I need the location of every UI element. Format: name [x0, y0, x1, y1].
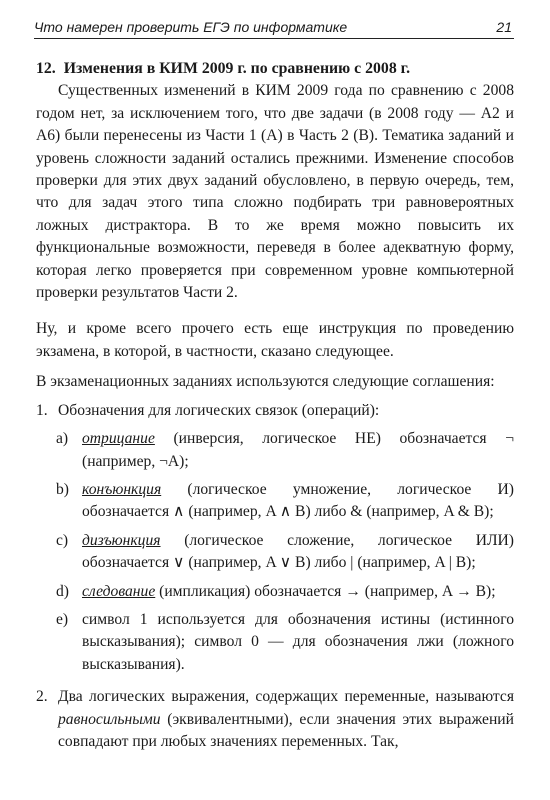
term-equivalent: равносильными [58, 710, 161, 728]
term-negation: отрицание [82, 430, 155, 448]
paragraph-instruction: Ну, и кроме всего прочего есть еще инструкция по проведению экзамена, в которой, в частности, сказано следующее. [36, 320, 514, 360]
page-content [36, 58, 514, 753]
sub-item-marker: a) [56, 430, 69, 448]
term-conjunction: конъюнкция [82, 480, 162, 498]
sub-item-marker: d) [56, 582, 69, 600]
list-item-1 [36, 400, 514, 422]
list-marker: 2. [36, 688, 48, 706]
sub-item-text: символ 1 используется для обозначения истины (истинного высказывания); символ 0 — для обозначения лжи (ложного высказывания). [82, 610, 514, 673]
paragraph-conventions: В экзаменационных заданиях используются следующие соглашения: [36, 373, 495, 391]
sub-item-text: (логическое сложение, логическое ИЛИ) обозначается ∨ (например, A ∨ B) либо | (например, A | B); [82, 531, 514, 572]
sub-item-marker: c) [56, 531, 69, 549]
list-item-text: Обозначения для логических связок (операций): [58, 401, 380, 419]
sub-item-text: (логическое умножение, логическое И) обозначается ∧ (например, A ∧ B) либо & (например, A & B); [82, 480, 514, 521]
section-title: Изменения в КИМ 2009 г. по сравнению с 2008 г. [63, 60, 411, 77]
sub-item-conjunction [36, 479, 514, 524]
page-number: 21 [496, 19, 512, 35]
sub-item-text: (импликация) обозначается → (например, A → B); [155, 582, 496, 600]
list-item-2 [36, 686, 514, 753]
sub-item-marker: b) [56, 480, 69, 498]
section-number: 12. [36, 60, 56, 77]
list-marker: 1. [36, 401, 48, 419]
sub-item-truth-values [36, 609, 514, 676]
running-header-title: Что намерен проверить ЕГЭ по информатике [34, 19, 348, 35]
sub-item-negation [36, 428, 514, 473]
section-heading [36, 58, 514, 80]
sub-item-disjunction [36, 530, 514, 575]
sub-item-marker: e) [56, 610, 69, 628]
running-header [34, 14, 514, 39]
paragraph-changes: Существенных изменений в КИМ 2009 года по сравнению с 2008 годом нет, за исключением того, что две задачи (в 2008 году — А2 и А6) были перенесены из Части 1 (А) в Часть 2 (В). Тематика заданий и уровень сложности заданий остались прежними. Изменение способов проверки для этих двух заданий обусловлено, в первую очередь, тем, что для задач этого типа сложно подбирать три равновероятных ложных дистрактора. В то же время можно повысить их функциональные возможности, переведя в более адекватную форму, которая легко проверяется при современном уровне компьютерной проверки результатов Части 2. [36, 82, 514, 302]
term-implication: следование [82, 582, 156, 600]
sub-item-text: (инверсия, логическое НЕ) обозначается ¬ (например, ¬A); [82, 430, 514, 470]
sub-item-implication [36, 581, 514, 603]
list-item-text-start: Два логических выражения, содержащих переменные, называются [58, 688, 514, 706]
list-item-text-end: (эквивалентными), если значения этих выражений совпадают при любых значениях переменных. Так, [58, 710, 514, 750]
term-disjunction: дизъюнкция [82, 531, 161, 549]
